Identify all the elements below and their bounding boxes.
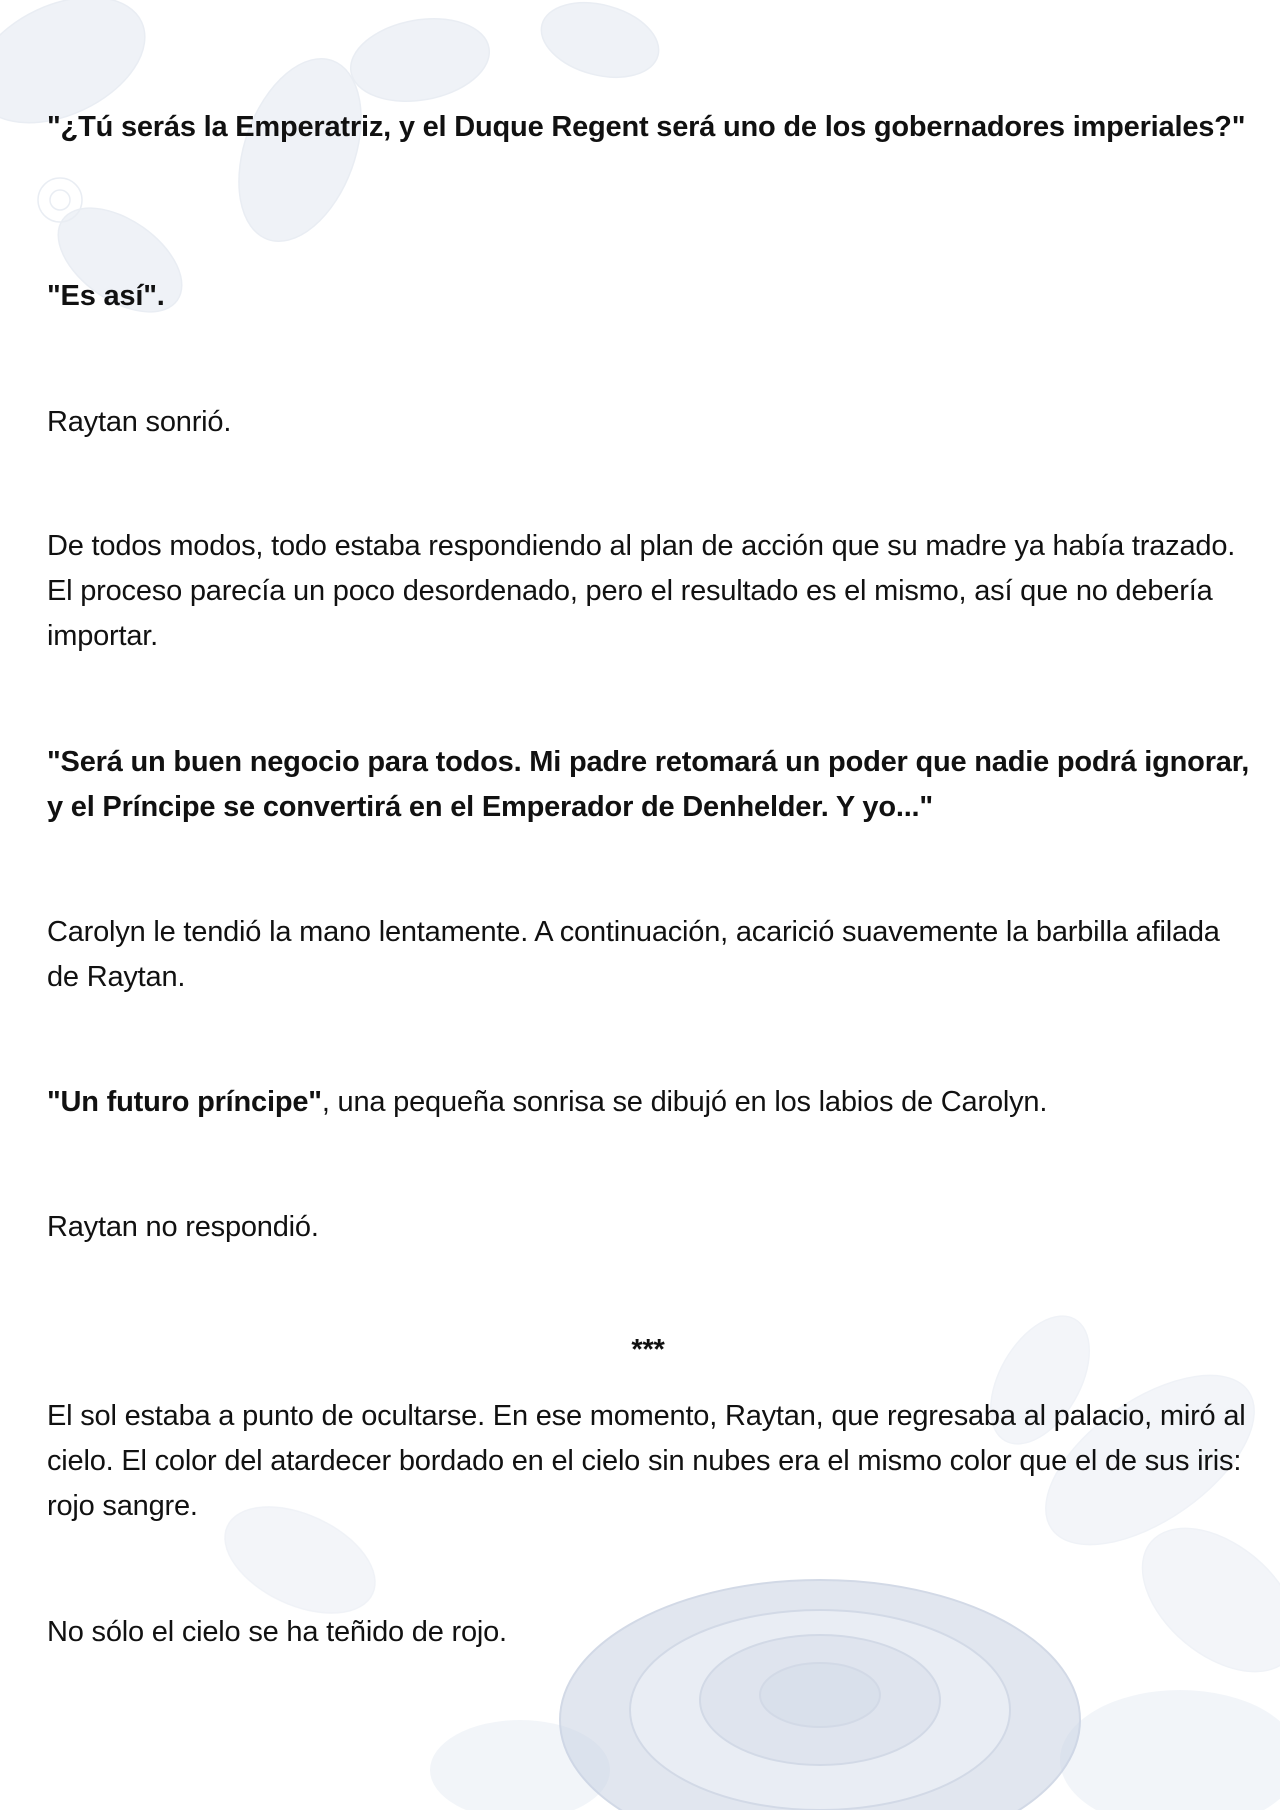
paragraph-1: "¿Tú serás la Emperatriz, y el Duque Regent será uno de los gobernadores imperiales?": [47, 111, 1246, 143]
paragraph-3: Raytan sonrió.: [47, 406, 232, 438]
paragraph-5: "Será un buen negocio para todos. Mi padre retomará un poder que nadie podrá ignorar, y el Príncipe se convertirá en el Emperador de Denhelder. Y yo...": [47, 746, 1250, 823]
paragraph-10: No sólo el cielo se ha teñido de rojo.: [47, 1616, 507, 1648]
scene-separator: ***: [631, 1334, 665, 1366]
paragraph-8: Raytan no respondió.: [47, 1211, 319, 1243]
paragraph-2: "Es así".: [47, 280, 165, 312]
paragraph-9: El sol estaba a punto de ocultarse. En ese momento, Raytan, que regresaba al palacio, miró al cielo. El color del atardecer bordado en el cielo sin nubes era el mismo color que el de sus iris: rojo sangre.: [47, 1400, 1246, 1522]
paragraph-7: [47, 1080, 1257, 1125]
paragraph-7-bold: "Un futuro príncipe": [47, 1086, 322, 1118]
paragraph-6: Carolyn le tendió la mano lentamente. A continuación, acarició suavemente la barbilla afilada de Raytan.: [47, 916, 1220, 993]
paragraph-4: De todos modos, todo estaba respondiendo al plan de acción que su madre ya había trazado. El proceso parecía un poco desordenado, pero el resultado es el mismo, así que no debería importar.: [47, 530, 1236, 652]
paragraph-7-rest: , una pequeña sonrisa se dibujó en los labios de Carolyn.: [321, 1086, 1048, 1118]
